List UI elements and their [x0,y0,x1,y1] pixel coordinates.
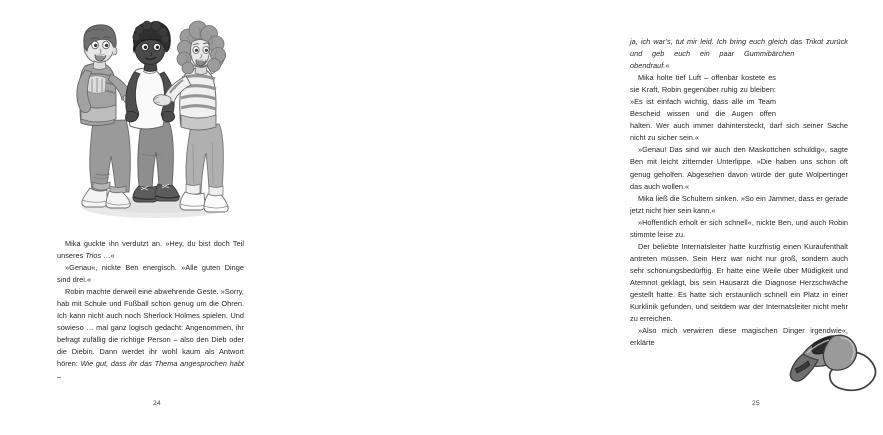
paragraph [630,72,848,144]
paragraph [630,241,848,325]
paragraph [630,144,848,192]
text-run: Mika holte tief Luft – offenbar kostete es sie Kraft, Robin gegenüber ruhig zu bleiben: »Es ist einfach wichtig, dass alle im Team Bescheid wissen und die Augen offen halten. Wer auch immer dahintersteckt, darf sich seiner Sache nicht zu sicher sein.« [630,73,848,143]
right-page [300,0,848,435]
text-run: Der beliebte Internatsleiter hatte kurzfristig einen Kuraufenthalt antreten müssen. Sein Herz war nicht nur groß, sondern auch sehr schonungsbedürftig. Er hatte eine Weile über Müdigkeit und Atemnot geklagt, bis sein Hausarzt die Diagnose Herzschwäche gestellt hatte. Es hatte sich erstaunlich schnell ein Platz in einer Kurklinik gefunden, und seitdem war der Internatsleiter nicht mehr zu erreichen. [630,241,848,324]
text-run-italic: Trios [85,251,102,261]
paragraph [630,217,848,241]
page-number-left: 24 [153,400,161,407]
text-run: Robin machte derweil eine abwehrende Geste. »Sorry, hab mit Schule und Fußball schon genug um die Ohren. Ich kann nicht auch noch Sherlock Holmes spielen. Und sowieso … mal ganz logisch gedacht: Angenommen, ihr befragt zufällig die richtige Person – also den Dieb oder die Diebin. Dann werdet ihr wohl kaum als Antwort hören: [57,287,244,369]
text-run: »Genau! Das sind wir auch den Maskottchen schuldig«, sagte Ben mit leicht zitternder Unterlippe. »Die haben uns schon oft genug geholfen. Abgesehen davon würde der gute Wolpertinger das auch wollen.« [630,145,848,191]
right-page-text [630,36,848,390]
left-page-text [57,238,244,383]
text-run: Mika guckte ihn verdutzt an. »Hey, du bist doch Teil unseres [57,239,244,261]
text-run: « [665,61,670,71]
paragraph [630,36,848,72]
text-run: »Genau«, nickte Ben energisch. »Alle guten Dinge sind drei.« [57,263,244,285]
three-children-illustration [52,14,257,222]
paragraph [57,286,244,382]
text-run: »Also mich verwirren diese magischen Dinger irgendwie«, erklärte [630,326,848,348]
figure-ben [126,21,181,202]
text-run: Mika ließ die Schultern sinken. »So ein Jammer, dass er gerade jetzt nicht hier sein kann.« [630,193,848,215]
text-run: »Hoffentlich erholt er sich schnell«, nickte Ben, und auch Robin stimmte leise zu. [630,217,848,239]
paragraph [630,193,848,217]
paragraph [57,262,244,286]
left-page [0,0,300,435]
paragraph [57,238,244,262]
page-number-right: 25 [752,400,760,407]
text-run-italic: Wie gut, dass ihr das Thema angesprochen habt – [57,359,244,381]
text-run-italic: ja, ich war’s, tut mir leid. Ich bring euch gleich das Trikot zurück und geb euch ein paar Gummibärchen obendrauf. [630,37,848,71]
text-run: …« [101,251,115,261]
